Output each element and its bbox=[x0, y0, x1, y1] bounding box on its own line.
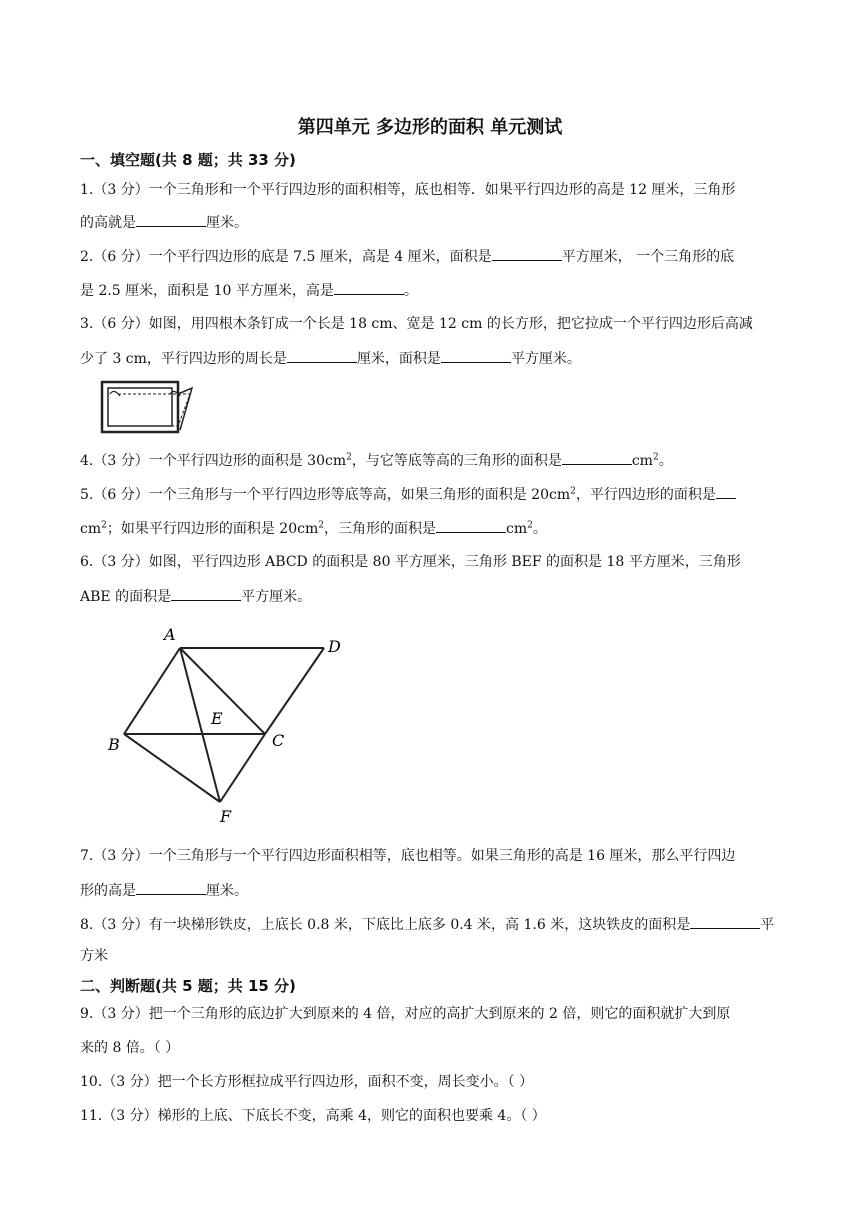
vertex-label-f: F bbox=[220, 807, 232, 826]
answer-blank[interactable] bbox=[690, 914, 760, 929]
question-5-line-1: 5.（6 分）一个三角形与一个平行四边形等底等高，如果三角形的面积是 $20cm^2$，平行四边形的面积是 bbox=[80, 484, 810, 505]
vertex-label-d: D bbox=[328, 637, 341, 656]
answer-blank[interactable] bbox=[492, 246, 562, 261]
vertex-label-e: E bbox=[211, 709, 223, 728]
answer-blank[interactable] bbox=[136, 880, 206, 895]
answer-blank[interactable] bbox=[171, 586, 241, 601]
question-3-line-2: 少了 3 cm，平行四边形的周长是 厘米，面积是 平方厘米。 bbox=[80, 348, 810, 369]
question-6-line-1: 6.（3 分）如图，平行四边形 ABCD 的面积是 80 平方厘米，三角形 BEF 的面积是 18 平方厘米，三角形 bbox=[80, 554, 741, 570]
question-8-line-2: 方米 bbox=[80, 948, 108, 964]
answer-blank[interactable] bbox=[441, 348, 511, 363]
question-5-line-2: $cm^2$；如果平行四边形的面积是 $20cm^2$，三角形的面积是 $cm^2$。 bbox=[80, 518, 810, 539]
question-2-line-1: 2.（6 分）一个平行四边形的底是 7.5 厘米，高是 4 厘米，面积是 平方厘米， 一个三角形的底 bbox=[80, 246, 810, 267]
segment-dc bbox=[265, 648, 324, 734]
question-1-line-2: 的高就是 厘米。 bbox=[80, 212, 810, 233]
outer-rectangle-frame bbox=[102, 382, 178, 432]
question-9-line-2: 来的 8 倍。（ ） bbox=[80, 1040, 180, 1056]
answer-blank[interactable] bbox=[562, 450, 632, 465]
question-10-line-1: 10.（3 分）把一个长方形框拉成平行四边形，面积不变，周长变小。（ ） bbox=[80, 1074, 534, 1090]
question-7-line-1: 7.（3 分）一个三角形与一个平行四边形面积相等，底也相等。如果三角形的高是 16 厘米，那么平行四边 bbox=[80, 848, 736, 864]
question-3-line-1: 3.（6 分）如图，用四根木条钉成一个长是 18 cm、宽是 12 cm 的长方形，把它拉成一个平行四边形后高减 bbox=[80, 316, 753, 332]
question-6-line-2: ABE 的面积是 平方厘米。 bbox=[80, 586, 810, 607]
answer-blank[interactable] bbox=[136, 212, 206, 227]
question-11-line-1: 11.（3 分）梯形的上底、下底长不变，高乘 4，则它的面积也要乘 4。（ ） bbox=[80, 1108, 546, 1124]
question-1-line-1: 1.（3 分）一个三角形和一个平行四边形的面积相等，底也相等．如果平行四边形的高是 12 厘米，三角形 bbox=[80, 182, 736, 198]
answer-blank[interactable] bbox=[716, 484, 736, 499]
arrow-icon bbox=[110, 391, 120, 396]
question-7-line-2: 形的高是 厘米。 bbox=[80, 880, 810, 901]
answer-blank[interactable] bbox=[436, 518, 506, 533]
figure-parallelogram-abcd bbox=[100, 620, 360, 830]
segment-ab bbox=[124, 648, 180, 734]
page-title: 第四单元 多边形的面积 单元测试 bbox=[297, 117, 563, 138]
question-8-line-1: 8.（3 分）有一块梯形铁皮，上底长 0.8 米，下底比上底多 0.4 米，高 1.6 米，这块铁皮的面积是 平 bbox=[80, 914, 810, 935]
segment-cf bbox=[220, 734, 265, 802]
section-heading-fill-in: 一、填空题(共 8 题；共 33 分) bbox=[80, 151, 296, 169]
question-9-line-1: 9.（3 分）把一个三角形的底边扩大到原来的 4 倍，对应的高扩大到原来的 2 倍，则它的面积就扩大到原 bbox=[80, 1006, 731, 1022]
figure-rectangle-to-parallelogram bbox=[100, 380, 200, 440]
answer-blank[interactable] bbox=[287, 348, 357, 363]
question-4-line-1: 4.（3 分）一个平行四边形的面积是 $30cm^2$，与它等底等高的三角形的面积是 $cm^2$。 bbox=[80, 450, 810, 471]
vertex-label-a: A bbox=[164, 625, 176, 644]
vertex-label-b: B bbox=[108, 735, 120, 754]
question-2-line-2: 是 2.5 厘米，面积是 10 平方厘米，高是 。 bbox=[80, 280, 810, 301]
answer-blank[interactable] bbox=[334, 280, 404, 295]
section-heading-true-false: 二、判断题(共 5 题；共 15 分) bbox=[80, 977, 296, 995]
vertex-label-c: C bbox=[272, 731, 285, 750]
